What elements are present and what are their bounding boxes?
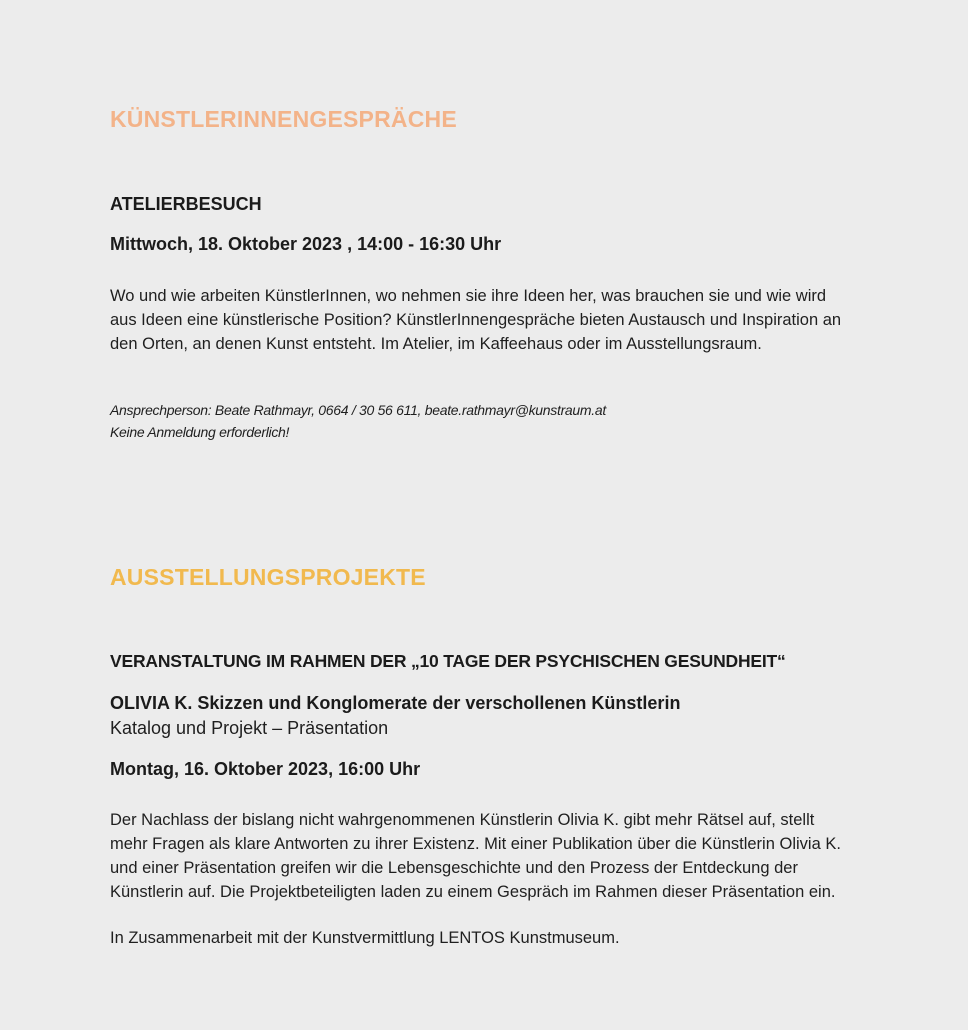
event-title-atelierbesuch: ATELIERBESUCH bbox=[110, 194, 262, 214]
contact-info: Ansprechperson: Beate Rathmayr, 0664 / 30 56 611, beate.rathmayr@kunstraum.at bbox=[110, 402, 606, 418]
cooperation-note: In Zusammenarbeit mit der Kunstvermittlung LENTOS Kunstmuseum. bbox=[110, 929, 620, 947]
event-subtitle: Katalog und Projekt – Präsentation bbox=[110, 718, 389, 738]
event-context: VERANSTALTUNG IM RAHMEN DER „10 TAGE DER PSYCHISCHEN GESUNDHEIT“ bbox=[110, 651, 786, 671]
section-heading-kuenstlerinnengespraeche: KÜNSTLERINNENGESPRÄCHE bbox=[110, 106, 457, 132]
section-heading-ausstellungsprojekte: AUSSTELLUNGSPROJEKTE bbox=[110, 564, 426, 590]
event-date-olivia-k: Montag, 16. Oktober 2023, 16:00 Uhr bbox=[110, 759, 421, 779]
event-description-olivia-k: Der Nachlass der bislang nicht wahrgenommenen Künstlerin Olivia K. gibt mehr Rätsel auf, stellt mehr Fragen als klare Antworten zu ihrer Existenz. Mit einer Publikation über die Künstlerin Olivia K. und einer Präsentation greifen wir die Lebensgeschichte und den Prozess der Entdeckung der Künstlerin auf. Die Projektbeteiligten laden zu einem Gespräch im Rahmen dieser Präsentation ein. bbox=[110, 811, 841, 901]
event-description-atelierbesuch: Wo und wie arbeiten KünstlerInnen, wo nehmen sie ihre Ideen her, was brauchen sie und wie wird aus Ideen eine künstlerische Position? KünstlerInnengespräche bieten Austausch und Inspiration an den Orten, an denen Kunst entsteht. Im Atelier, im Kaffeehaus oder im Ausstellungsraum. bbox=[110, 287, 842, 353]
event-title-olivia-k: OLIVIA K. Skizzen und Konglomerate der verschollenen Künstlerin bbox=[110, 693, 681, 713]
event-date-atelierbesuch: Mittwoch, 18. Oktober 2023 , 14:00 - 16:30 Uhr bbox=[110, 234, 502, 254]
registration-note: Keine Anmeldung erforderlich! bbox=[110, 424, 290, 440]
